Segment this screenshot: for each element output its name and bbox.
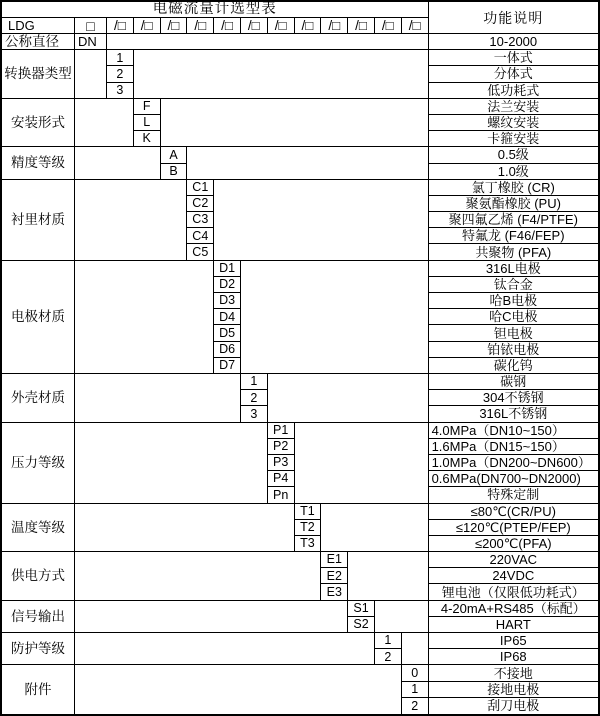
table-title: 电磁流量计选型表 [2, 2, 429, 18]
group-left-spacer [75, 261, 214, 374]
group-left-spacer [75, 601, 348, 633]
option-code-cell: D7 [214, 358, 241, 374]
group-label: 电极材质 [2, 261, 75, 374]
group-label: 压力等级 [2, 423, 75, 504]
group-right-spacer [295, 423, 429, 504]
function-cell: 分体式 [429, 66, 598, 82]
function-cell: HART [429, 617, 598, 633]
option-code-cell: B [161, 164, 188, 180]
function-cell: 4.0MPa（DN10~150） [429, 423, 598, 439]
function-cell: 不接地 [429, 665, 598, 681]
model-base-code-cell: □ [75, 18, 107, 34]
option-code-cell: P1 [268, 423, 295, 439]
group-right-spacer [375, 601, 429, 633]
function-cell: 低功耗式 [429, 83, 598, 99]
function-cell: 316L电极 [429, 261, 598, 277]
ldg-segment-cell: /□ [268, 18, 295, 34]
ldg-segment-cell: /□ [161, 18, 188, 34]
group-right-spacer [321, 504, 428, 553]
option-code-cell: L [134, 115, 161, 131]
function-cell: 铂铱电极 [429, 342, 598, 358]
option-code-cell: Pn [268, 487, 295, 503]
option-code-cell: S1 [348, 601, 375, 617]
option-code-cell: C5 [187, 244, 214, 260]
group-label: 安装形式 [2, 99, 75, 148]
option-code-cell: P2 [268, 439, 295, 455]
group-left-spacer [75, 374, 241, 423]
function-cell: 碳化钨 [429, 358, 598, 374]
function-cell: 钛合金 [429, 277, 598, 293]
option-code-cell: P3 [268, 455, 295, 471]
function-cell: 钽电极 [429, 325, 598, 341]
function-cell: 锂电池（仅限低功耗式） [429, 584, 598, 600]
group-label: 信号输出 [2, 601, 75, 633]
option-code-cell: C4 [187, 228, 214, 244]
diameter-span-cell [107, 34, 429, 50]
option-code-cell: E1 [321, 552, 348, 568]
ldg-segment-cell: /□ [348, 18, 375, 34]
function-column-header: 功能说明 [429, 2, 598, 34]
option-code-cell: A [161, 147, 188, 163]
function-cell: 0.6MPa(DN700~DN2000) [429, 471, 598, 487]
group-label: 转换器类型 [2, 50, 75, 99]
option-code-cell: C2 [187, 196, 214, 212]
group-label: 供电方式 [2, 552, 75, 601]
option-code-cell: 1 [107, 50, 134, 66]
group-right-spacer [214, 180, 428, 261]
option-code-cell: 0 [402, 665, 429, 681]
function-cell: ≤80℃(CR/PU) [429, 504, 598, 520]
function-cell: 4-20mA+RS485（标配） [429, 601, 598, 617]
function-cell: 1.6MPa（DN15~150） [429, 439, 598, 455]
option-code-cell: D4 [214, 309, 241, 325]
group-left-spacer [75, 552, 321, 601]
group-left-spacer [75, 99, 134, 148]
group-left-spacer [75, 665, 402, 714]
group-left-spacer [75, 423, 268, 504]
option-code-cell: T3 [295, 536, 322, 552]
option-code-cell: 2 [107, 66, 134, 82]
function-cell: 一体式 [429, 50, 598, 66]
option-code-cell: P4 [268, 471, 295, 487]
ldg-segment-cell: /□ [134, 18, 161, 34]
group-right-spacer [348, 552, 428, 601]
group-label: 防护等级 [2, 633, 75, 665]
ldg-segment-cell: /□ [241, 18, 268, 34]
ldg-segment-cell: /□ [295, 18, 322, 34]
function-cell: 1.0MPa（DN200~DN600） [429, 455, 598, 471]
ldg-segment-cell: /□ [402, 18, 429, 34]
diameter-code-cell: DN [75, 34, 107, 50]
group-label: 衬里材质 [2, 180, 75, 261]
function-cell: ≤120℃(PTEP/FEP) [429, 520, 598, 536]
option-code-cell: E2 [321, 568, 348, 584]
group-right-spacer [241, 261, 429, 374]
group-left-spacer [75, 180, 187, 261]
group-right-spacer [134, 50, 429, 99]
ldg-segment-cell: /□ [375, 18, 402, 34]
function-cell: 刮刀电极 [487, 698, 540, 714]
option-code-cell: 3 [107, 83, 134, 99]
function-cell: 哈B电极 [429, 293, 598, 309]
option-code-cell: E3 [321, 584, 348, 600]
diameter-row-label: 公称直径 [2, 34, 75, 50]
option-code-cell: F [134, 99, 161, 115]
model-prefix-label: LDG [2, 18, 75, 34]
group-left-spacer [75, 147, 161, 179]
function-cell: IP65 [429, 633, 598, 649]
option-code-cell: S2 [348, 617, 375, 633]
function-cell: 220VAC [429, 552, 598, 568]
function-cell: 0.5级 [429, 147, 598, 163]
group-right-spacer [268, 374, 429, 423]
option-code-cell: 3 [241, 406, 268, 422]
option-code-cell: 2 [375, 649, 402, 665]
ldg-segment-cell: /□ [214, 18, 241, 34]
option-code-cell: D2 [214, 277, 241, 293]
function-cell: 24VDC [429, 568, 598, 584]
option-code-cell: 2 [402, 698, 429, 714]
function-cell: IP68 [429, 649, 598, 665]
function-cell: 哈C电极 [429, 309, 598, 325]
selection-table-grid [2, 2, 598, 714]
group-left-spacer [75, 50, 107, 99]
option-code-cell: 1 [241, 374, 268, 390]
group-label: 精度等级 [2, 147, 75, 179]
option-code-cell: D3 [214, 293, 241, 309]
group-right-spacer [402, 633, 429, 665]
ldg-segment-cell: /□ [107, 18, 134, 34]
option-code-cell: T1 [295, 504, 322, 520]
group-left-spacer [75, 504, 295, 553]
function-cell: 304不锈钢 [429, 390, 598, 406]
option-code-cell: C1 [187, 180, 214, 196]
function-cell: ≤200℃(PFA) [429, 536, 598, 552]
function-cell: 共聚物 (PFA) [429, 244, 598, 260]
option-code-cell: 1 [375, 633, 402, 649]
option-code-cell: D6 [214, 342, 241, 358]
function-cell: 碳钢 [429, 374, 598, 390]
function-cell: 螺纹安装 [429, 115, 598, 131]
group-label: 附件 [2, 665, 75, 714]
group-right-spacer [187, 147, 428, 179]
option-code-cell: 1 [402, 682, 429, 698]
function-cell: 氯丁橡胶 (CR) [429, 180, 598, 196]
group-left-spacer [75, 633, 375, 665]
function-cell: 特殊定制 [429, 487, 598, 503]
function-cell: 1.0级 [429, 164, 598, 180]
function-cell: 接地电极 [429, 682, 598, 698]
function-cell: 法兰安装 [429, 99, 598, 115]
option-code-cell: D1 [214, 261, 241, 277]
option-code-cell: 2 [241, 390, 268, 406]
diameter-function-cell: 10-2000 [429, 34, 598, 50]
function-cell: 特氟龙 (F46/FEP) [429, 228, 598, 244]
function-cell: 聚四氟乙烯 (F4/PTFE) [429, 212, 598, 228]
option-code-cell: K [134, 131, 161, 147]
option-code-cell: T2 [295, 520, 322, 536]
ldg-segment-cell: /□ [321, 18, 348, 34]
group-right-spacer [161, 99, 429, 148]
ldg-segment-cell: /□ [187, 18, 214, 34]
function-cell: 316L不锈钢 [429, 406, 598, 422]
group-label: 温度等级 [2, 504, 75, 553]
function-cell: 聚氨酯橡胶 (PU) [429, 196, 598, 212]
option-code-cell: C3 [187, 212, 214, 228]
option-code-cell: D5 [214, 325, 241, 341]
group-label: 外壳材质 [2, 374, 75, 423]
function-cell: 卡箍安装 [429, 131, 598, 147]
